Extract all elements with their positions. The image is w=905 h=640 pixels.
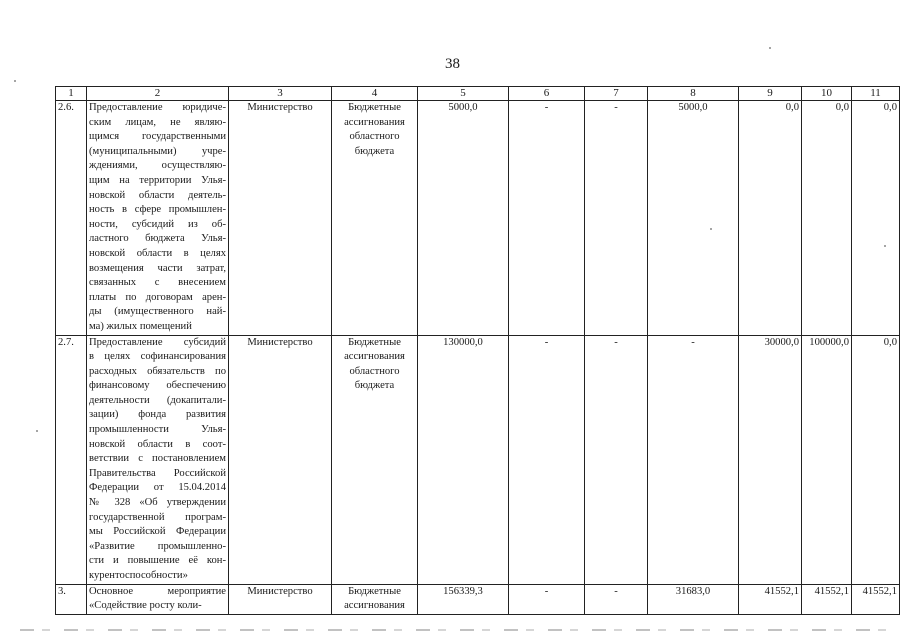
description-line: Правительства Российской	[89, 467, 226, 479]
year-cell-8: 31683,0	[648, 584, 739, 614]
row-number: 2.6.	[56, 101, 87, 336]
event-description	[87, 584, 229, 614]
description-line: «Развитие промышленно-	[89, 540, 226, 552]
year-cell-7: -	[585, 335, 648, 584]
description-line: щимся государственными	[89, 131, 226, 143]
description-line: «Содействие росту коли-	[89, 600, 202, 612]
scan-speck	[14, 80, 16, 82]
description-line: курентоспособности»	[89, 570, 188, 581]
executor-cell: Министерство	[229, 101, 332, 336]
description-line: ности, субсидий из об-	[89, 218, 226, 230]
year-cell-9: 41552,1	[739, 584, 802, 614]
scan-speck	[710, 228, 712, 230]
description-line: государственной програм-	[89, 511, 226, 523]
year-cell-9: 30000,0	[739, 335, 802, 584]
description-line: зации) фонда развития	[89, 409, 226, 421]
description-line: Предоставление субсидий	[89, 336, 226, 348]
year-cell-11: 0,0	[852, 101, 900, 336]
description-line: Основное мероприятие	[89, 585, 226, 597]
year-cell-8: 5000,0	[648, 101, 739, 336]
header-cell: 5	[418, 87, 509, 101]
year-cell-6: -	[509, 335, 585, 584]
table-row	[56, 101, 900, 336]
header-cell: 8	[648, 87, 739, 101]
header-cell: 3	[229, 87, 332, 101]
description-line: возмещения части затрат,	[89, 262, 226, 274]
description-line: финансовому обеспечению	[89, 380, 226, 392]
header-cell: 2	[87, 87, 229, 101]
description-line: ды (имущественного най-	[89, 306, 226, 318]
year-cell-10: 0,0	[802, 101, 852, 336]
scan-speck	[884, 245, 886, 247]
year-cell-6: -	[509, 101, 585, 336]
funding-source-cell: Бюджетные ассигнования областного бюджета	[332, 101, 418, 336]
description-line: ветствии с постановлением	[89, 453, 226, 465]
description-line: новской области в соот-	[89, 438, 226, 450]
description-line: щим на территории Улья-	[89, 174, 226, 186]
year-cell-9: 0,0	[739, 101, 802, 336]
description-line: ма) жилых помещений	[89, 320, 192, 332]
header-cell: 11	[852, 87, 900, 101]
year-cell-10: 100000,0	[802, 335, 852, 584]
description-line: Федерации от 15.04.2014	[89, 482, 226, 494]
year-cell-7: -	[585, 584, 648, 614]
table-row	[56, 584, 900, 614]
description-line: промышленности Улья-	[89, 424, 226, 436]
header-cell: 7	[585, 87, 648, 101]
description-line: в целях софинансирования	[89, 351, 226, 363]
description-line: ждениями, осуществляю-	[89, 160, 226, 172]
header-cell: 9	[739, 87, 802, 101]
table-header-row	[56, 87, 900, 101]
executor-cell: Министерство	[229, 584, 332, 614]
header-cell: 4	[332, 87, 418, 101]
description-line: новской области деятель-	[89, 189, 226, 201]
scan-artifact-line	[20, 629, 890, 631]
page-number: 38	[445, 56, 460, 72]
description-line: № 328 «Об утверждении	[89, 497, 226, 509]
description-line: новской области в целях	[89, 247, 226, 259]
description-line: мы Российской Федерации	[89, 526, 226, 538]
year-cell-10: 41552,1	[802, 584, 852, 614]
total-cell: 156339,3	[418, 584, 509, 614]
funding-source-cell: Бюджетные ассигнования	[332, 584, 418, 614]
description-line: платы по договорам арен-	[89, 291, 226, 303]
description-line: Предоставление юридиче-	[89, 102, 226, 113]
scan-speck	[769, 47, 771, 49]
scan-speck	[36, 430, 38, 432]
description-line: ность в сфере промышлен-	[89, 204, 226, 216]
description-line: сти и повышение её кон-	[89, 555, 226, 567]
header-cell: 6	[509, 87, 585, 101]
year-cell-6: -	[509, 584, 585, 614]
description-line: связанных с внесением	[89, 277, 226, 289]
total-cell: 130000,0	[418, 335, 509, 584]
event-description	[87, 101, 229, 336]
header-cell: 1	[56, 87, 87, 101]
header-cell: 10	[802, 87, 852, 101]
table-row	[56, 335, 900, 584]
row-number: 2.7.	[56, 335, 87, 584]
funding-source-cell: Бюджетные ассигнования областного бюджета	[332, 335, 418, 584]
description-line: ским лицам, не являю-	[89, 116, 226, 128]
year-cell-7: -	[585, 101, 648, 336]
year-cell-8: -	[648, 335, 739, 584]
row-number: 3.	[56, 584, 87, 614]
description-line: расходных обязательств по	[89, 365, 226, 377]
description-line: деятельности (докапитали-	[89, 394, 226, 406]
description-line: (муниципальными) учре-	[89, 145, 226, 157]
total-cell: 5000,0	[418, 101, 509, 336]
event-description	[87, 335, 229, 584]
description-line: ластного бюджета Улья-	[89, 233, 226, 245]
program-table	[55, 86, 900, 615]
executor-cell: Министерство	[229, 335, 332, 584]
year-cell-11: 0,0	[852, 335, 900, 584]
year-cell-11: 41552,1	[852, 584, 900, 614]
